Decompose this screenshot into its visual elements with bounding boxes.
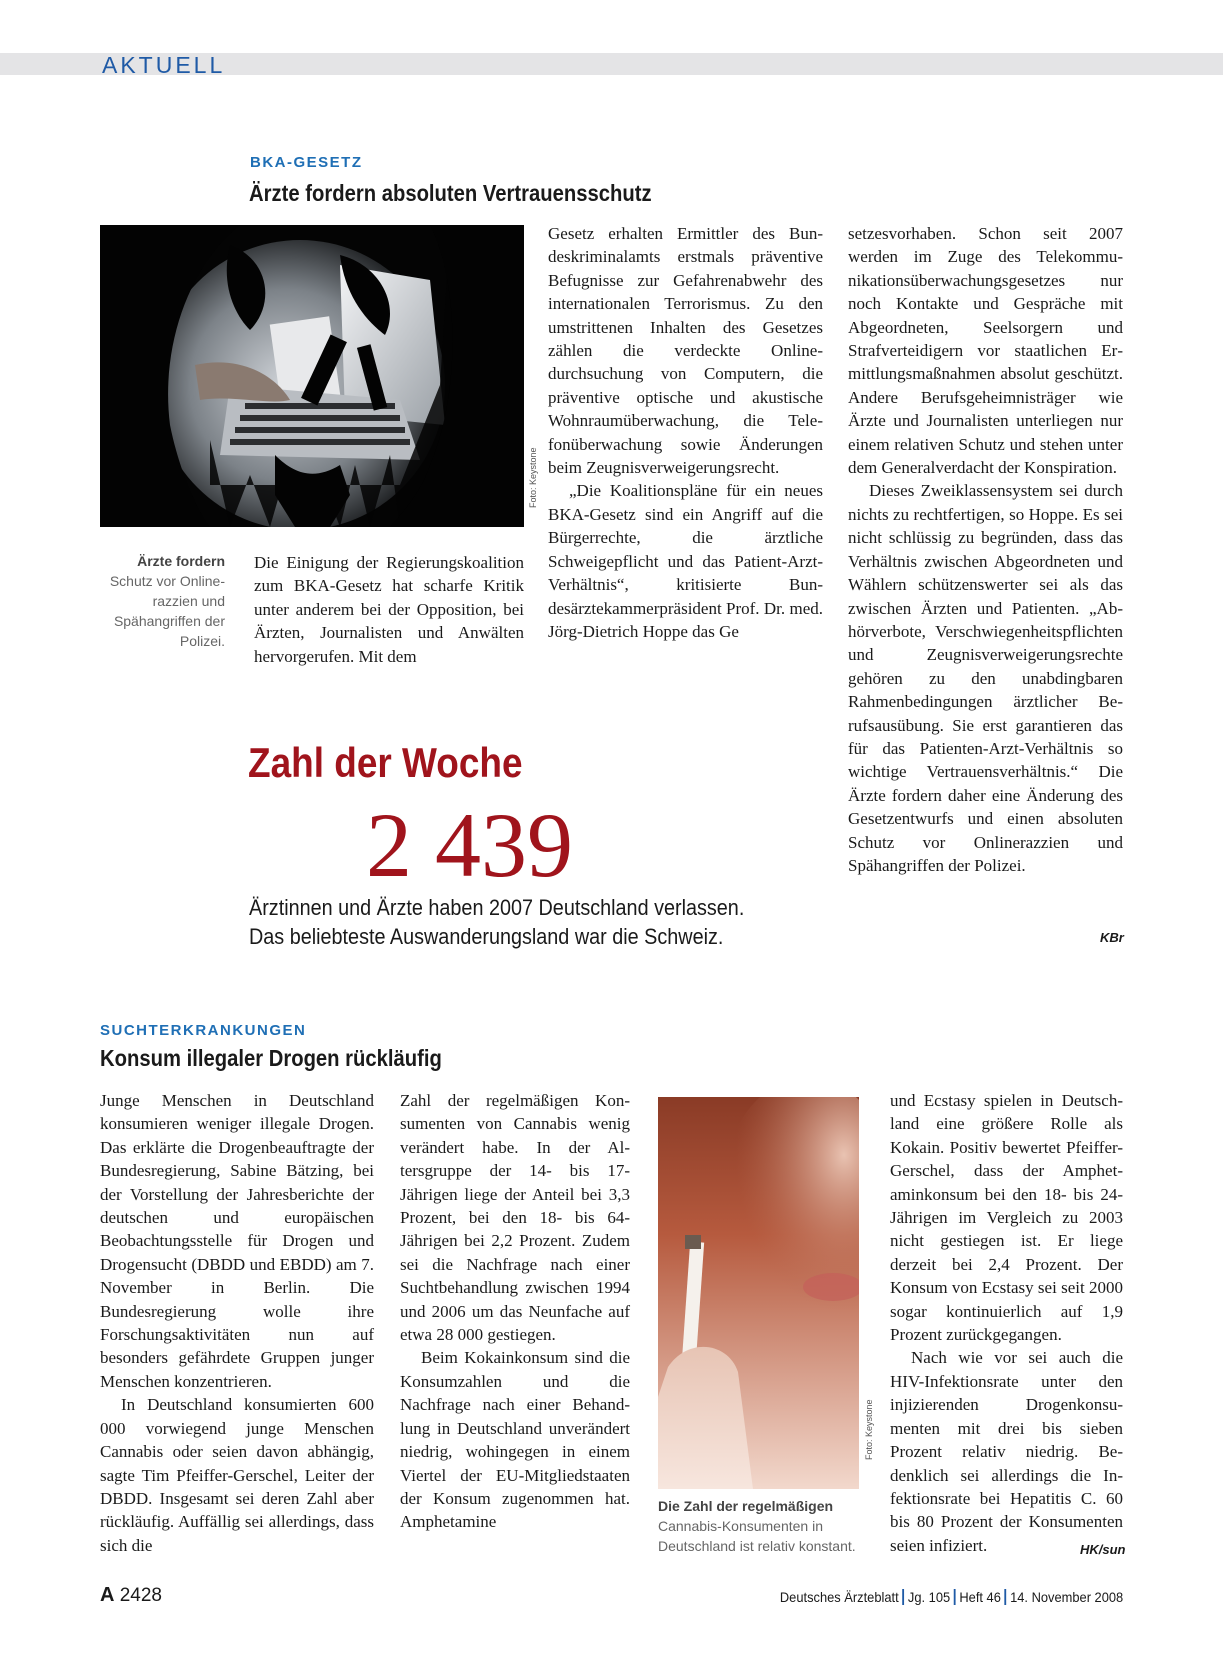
paragraph: Zahl der regelmäßigen Konsumenten von Cannabis wenig verändert habe. In der Altersgruppe der 14- bis 17-Jährigen liege der Anteil bei 3,3 Prozent, bei den 18- bis 64-Jährigen bei 2,2 Prozent. Zudem sei die Nachfrage nach einer Suchtbehandlung zwischen 1994 und 2006 um das Neunfache auf etwa 28 000 gestiegen.	[400, 1091, 630, 1345]
journal-volume: Jg. 105	[907, 1589, 950, 1605]
article2-caption-text: Cannabis-Konsumenten in Deutschland ist relativ konstant.	[658, 1518, 856, 1554]
keyboard-eagle-photo	[100, 225, 524, 527]
journal-info	[780, 1589, 1123, 1605]
article2-column-2	[400, 1089, 630, 1534]
separator	[902, 1589, 904, 1605]
article1-headline: Ärzte fordern absoluten Vertrauensschutz	[249, 180, 652, 206]
page-number-value: 2428	[119, 1585, 163, 1606]
paragraph: Nach wie vor sei auch die HIV-Infektionsrate unter den injizierenden Drogenkonsumenten mit drei bis sieben Prozent relativ niedrig. Bedenklich sei allerdings die Infektionsrate bei Hepatitis C. 60 bis 80 Prozent der Konsumenten seien infiziert.	[890, 1348, 1123, 1555]
article2-caption-bold: Die Zahl der regelmäßigen	[658, 1498, 834, 1514]
paragraph: Beim Kokainkonsum sind die Konsumzahlen und die Nachfrage nach einer Behandlung in Deutschland unverändert niedrig, wohingegen in einem Viertel der EU-Mitgliedstaaten der Konsum zugenommen hat. Amphetamine	[400, 1348, 630, 1532]
page-prefix: A	[100, 1584, 115, 1606]
article1-column-1	[254, 551, 524, 668]
article1-signature: KBr	[1100, 930, 1124, 945]
article2-caption	[658, 1496, 868, 1556]
zahl-der-woche-title: Zahl der Woche	[248, 739, 523, 786]
article2-column-3	[890, 1089, 1123, 1557]
zahl-der-woche-number: 2 439	[366, 794, 573, 896]
cigarette-photo	[658, 1097, 859, 1489]
zahl-der-woche-line-2: Das beliebteste Auswanderungsland war die Schweiz.	[249, 924, 724, 949]
article1-column-2	[548, 222, 823, 643]
journal-issue: Heft 46	[959, 1589, 1001, 1605]
article1-caption	[100, 551, 225, 651]
paragraph: und Ecstasy spielen in Deutschland eine größere Rolle als Kokain. Positiv bewertet Pfeiffer-Gerschel, dass der Amphetaminkonsum bei den 18- bis 24-Jährigen im Vergleich zu 2003 nicht gestiegen ist. Er liege derzeit bei 2,4 Prozent. Der Konsum von Ecstasy sei seit 2000 sogar kontinuierlich auf 1,9 Prozent zurückgegangen.	[890, 1091, 1123, 1345]
separator	[954, 1589, 956, 1605]
journal-date: 14. November 2008	[1009, 1589, 1123, 1605]
zahl-der-woche-line-1: Ärztinnen und Ärzte haben 2007 Deutschland verlassen.	[249, 895, 745, 920]
paragraph: „Die Koalitionspläne für ein neues BKA-Gesetz sind ein Angriff auf die Bürgerrechte, die ärztliche Schweigepflicht und das Patient-Arzt-Verhältnis“, kritisierte Bundesärztekammerpräsident Prof. Dr. med. Jörg-Dietrich Hoppe das Ge	[548, 481, 823, 641]
article2-column-1	[100, 1089, 374, 1557]
article1-kicker: BKA-GESETZ	[250, 154, 363, 171]
article1-caption-text: Schutz vor Onlinerazzien und Spähangriffen der Polizei.	[109, 573, 225, 649]
paragraph: setzesvorhaben. Schon seit 2007 werden im Zuge des Telekommunikationsüberwachungsgesetzes nur noch Kontakte und Gespräche mit Abgeordneten, Seelsorgern und Strafverteidigern vor staatlichen Ermittlungsmaßnahmen absolut geschützt. Andere Berufsgeheimnisträger wie Ärzte und Journalisten unterliegen nur einem relativen Schutz und stehen unter dem Generalverdacht der Konspiration.	[848, 224, 1123, 478]
separator	[1004, 1589, 1006, 1605]
article2-signature: HK/sun	[1080, 1542, 1126, 1557]
section-label: AKTUELL	[102, 52, 226, 78]
article1-column-3	[848, 222, 1123, 877]
article2-kicker: SUCHTERKRANKUNGEN	[100, 1022, 307, 1039]
paragraph: Gesetz erhalten Ermittler des Bundeskriminalamts erstmals präventive Befugnisse zur Gefahrenabwehr des internationalen Terrorismus. Zu den umstrittenen Inhalten des Gesetzes zählen die verdeckte Onlinedurchsuchung von Computern, die präventive optische und akustische Wohnraumüberwachung, die Telefonüberwachung sowie Änderungen beim Zeugnisverweigerungsrecht.	[548, 224, 823, 478]
page-number	[100, 1584, 162, 1607]
paragraph: Dieses Zweiklassensystem sei durch nichts zu rechtfertigen, so Hoppe. Es sei nicht schlüssig zu begründen, dass das Verhältnis zwischen Abgeordneten und Wählern schützenswerter sei als das zwischen Ärzten und Patienten. „Abhörverbote, Verschwiegenheitspflichten und Zeugnisverweigerungsrechte gehören zu den unabdingbaren Rahmenbedingungen ärztlicher Berufsausübung. Sie erst garantieren das für das Patienten-Arzt-Verhältnis so wichtige Vertrauensverhältnis.“ Die Ärzte fordern daher eine Änderung des Gesetzentwurfs und einen absoluten Schutz vor Onlinerazzien und Spähangriffen der Polizei.	[848, 481, 1123, 875]
paragraph: Junge Menschen in Deutschland konsumieren weniger illegale Drogen. Das erklärte die Drogenbeauftragte der Bundesregierung, Sabine Bätzing, bei der Vorstellung der Jahresberichte der deutschen und europäischen Beobachtungsstelle für Drogen und Drogensucht (DBDD und EBDD) am 7. November in Berlin. Die Bundesregierung wolle ihre Forschungsaktivitäten nun auf besonders gefährdete Gruppen junger Menschen konzentrieren.	[100, 1091, 374, 1391]
article1-photo-credit: Foto: Keystone	[528, 447, 538, 508]
article2-headline: Konsum illegaler Drogen rückläufig	[100, 1045, 442, 1071]
paragraph: Die Einigung der Regierungskoalition zum BKA-Gesetz hat scharfe Kritik unter anderem bei der Opposition, bei Ärzten, Journalisten und Anwälten hervorgerufen. Mit dem	[254, 553, 524, 666]
article2-photo-credit: Foto: Keystone	[864, 1399, 874, 1460]
paragraph: In Deutschland konsumierten 600 000 vorwiegend junge Menschen Cannabis oder seien davon abhängig, sagte Tim Pfeiffer-Gerschel, Leiter der DBDD. Insgesamt sei deren Zahl aber rückläufig. Auffällig sei allerdings, dass sich die	[100, 1395, 374, 1555]
journal-name: Deutsches Ärzteblatt	[779, 1589, 899, 1605]
article1-caption-bold: Ärzte fordern	[137, 553, 225, 569]
